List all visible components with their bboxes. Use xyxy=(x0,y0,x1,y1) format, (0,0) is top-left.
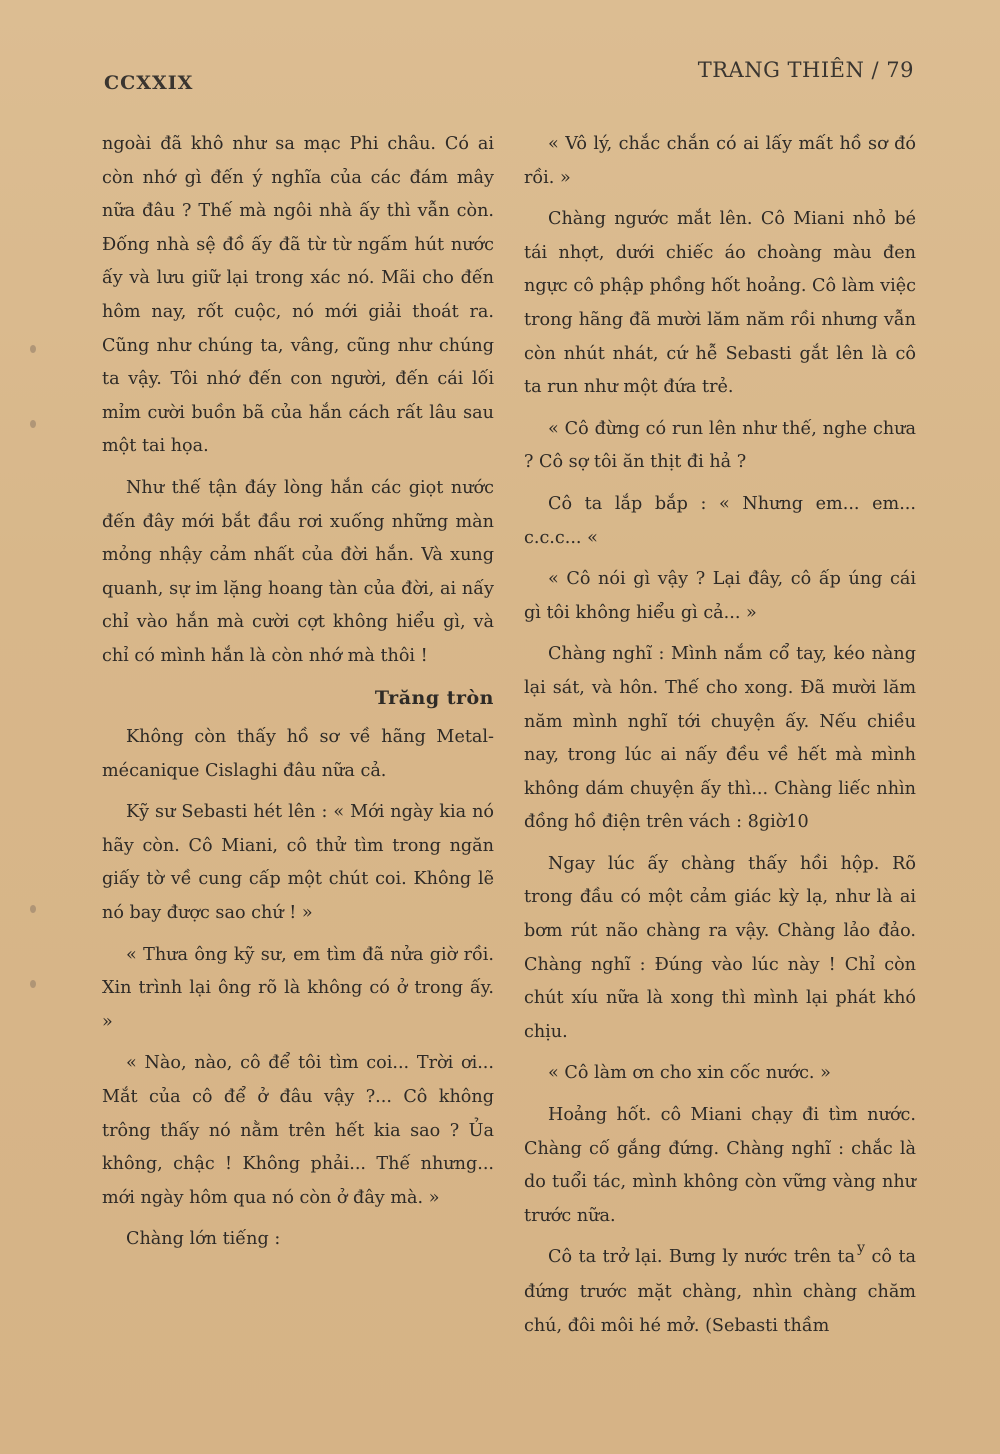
paragraph: « Cô nói gì vậy ? Lại đây, cô ấp úng cái gì tôi không hiểu gì cả... » xyxy=(524,569,916,623)
paragraph: « Vô lý, chắc chắn có ai lấy mất hồ sơ đó rồi. » xyxy=(524,134,916,188)
paragraph: Không còn thấy hồ sơ về hãng Metal-mécanique Cislaghi đâu nữa cả. xyxy=(102,727,494,781)
section-title: Trăng tròn xyxy=(374,686,494,709)
paragraph: Hoảng hốt. cô Miani chạy đi tìm nước. Chàng cố gắng đứng. Chàng nghĩ : chắc là do tuổi tác, mình không còn vững vàng như trước nữa. xyxy=(524,1105,916,1226)
superscript-mark: y xyxy=(857,1240,866,1257)
paragraph: Ngay lúc ấy chàng thấy hồi hộp. Rõ trong đầu có một cảm giác kỳ lạ, như là ai bơm rút não chàng ra vậy. Chàng lảo đảo. Chàng nghĩ : Đúng vào lúc này ! Chỉ còn chút xíu nữa là xong thì mình lại phát khó chịu. xyxy=(524,853,916,1042)
binding-hole-mark xyxy=(30,420,36,428)
paragraph: Chàng nghĩ : Mình nắm cổ tay, kéo nàng lại sát, và hôn. Thế cho xong. Đã mười lăm năm mình nghĩ tới chuyện ấy. Nếu chiều nay, trong lúc ai nấy đều về hết mà mình không dám chuyện ấy thì... Chàng liếc nhìn đồng hồ điện trên vách : 8giờ10 xyxy=(524,644,916,833)
paragraph: Kỹ sư Sebasti hét lên : « Mới ngày kia nó hãy còn. Cô Miani, cô thử tìm trong ngăn giấy tờ về cung cấp một chút coi. Không lẽ nó bay được sao chứ ! » xyxy=(102,802,494,924)
paragraph-text: Cô ta trở lại. Bưng ly nước trên ta xyxy=(548,1247,856,1268)
paragraph: Như thế tận đáy lòng hắn các giọt nước đến đây mới bắt đầu rơi xuống những màn mỏng nhậy cảm nhất của đời hắn. Và xung quanh, sự im lặng hoang tàn của đời, ai nấy chỉ vào hắn mà cười cợt không hiểu gì, và chỉ có mình hắn là còn nhớ mà thôi ! xyxy=(102,477,494,666)
right-column xyxy=(524,128,916,1351)
running-header: TRANG THIÊN / 79 xyxy=(697,58,914,82)
paragraph-text: cô ta đứng trước mặt chàng, nhìn chàng chăm chú, đôi môi hé mở. (Sebasti thầm xyxy=(524,1247,917,1336)
binding-hole-mark xyxy=(30,345,36,353)
left-column xyxy=(102,128,494,1265)
paragraph: Cô ta lắp bắp : « Nhưng em... em... c.c.c... « xyxy=(524,493,916,548)
paragraph: « Cô làm ơn cho xin cốc nước. » xyxy=(548,1063,831,1084)
binding-hole-mark xyxy=(30,980,36,988)
paragraph: « Nào, nào, cô để tôi tìm coi... Trời ơi... Mắt của cô để ở đâu vậy ?... Cô không trông thấy nó nằm trên hết kia sao ? Ủa không, chậc ! Không phải... Thế nhưng... mới ngày hôm qua nó còn ở đây mà. » xyxy=(102,1053,494,1208)
chapter-number: CCXXIX xyxy=(104,72,194,94)
paragraph: Chàng lớn tiếng : xyxy=(126,1229,281,1250)
paragraph: « Cô đừng có run lên như thế, nghe chưa ? Cô sợ tôi ăn thịt đi hả ? xyxy=(524,418,916,473)
paragraph: ngoài đã khô như sa mạc Phi châu. Có ai còn nhớ gì đến ý nghĩa của các đám mây nữa đâu ? Thế mà ngôi nhà ấy thì vẫn còn. Đống nhà sệ đồ ấy đã từ từ ngấm hút nước ấy và lưu giữ lại trong xác nó. Mãi cho đến hôm nay, rốt cuộc, nó mới giải thoát ra. Cũng như chúng ta, vâng, cũng như chúng ta vậy. Tôi nhớ đến con người, đến cái lối mỉm cười buồn bã của hắn cách rất lâu sau một tai họa. xyxy=(102,134,494,457)
binding-hole-mark xyxy=(30,905,36,913)
paragraph xyxy=(524,1241,916,1343)
paragraph: « Thưa ông kỹ sư, em tìm đã nửa giờ rồi. Xin trình lại ông rõ là không có ở trong ấy. » xyxy=(102,944,494,1032)
paragraph: Chàng ngước mắt lên. Cô Miani nhỏ bé tái nhợt, dưới chiếc áo choàng màu đen ngực cô phập phồng hốt hoảng. Cô làm việc trong hãng đã mười lăm năm rồi nhưng vẫn còn nhút nhát, cứ hễ Sebasti gắt lên là cô ta run như một đứa trẻ. xyxy=(524,209,916,398)
